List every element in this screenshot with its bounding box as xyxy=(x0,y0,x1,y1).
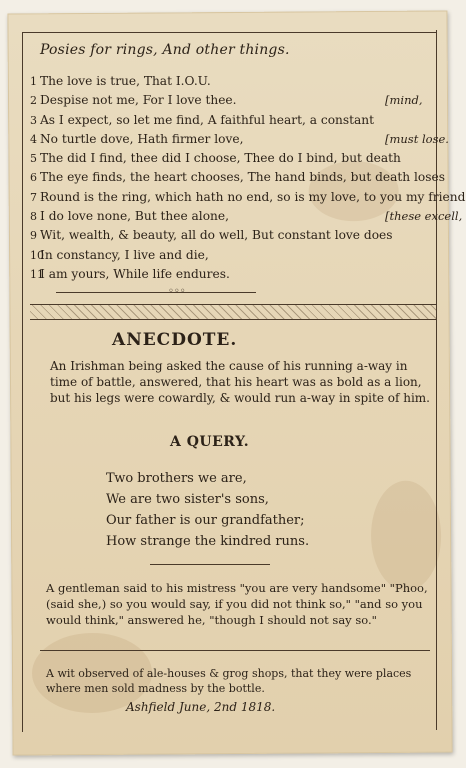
verse-line: Two brothers we are, xyxy=(106,471,247,486)
decorative-band xyxy=(30,304,436,320)
line-number: 8 xyxy=(30,210,37,224)
anecdote-text: An Irishman being asked the cause of his running a-way in time of battle, answered, that his heart was as bold as a lion, but his legs were cowardly, & would run a-way in spite of him. xyxy=(50,359,430,405)
poem-line xyxy=(30,248,440,267)
top-rule xyxy=(22,32,436,33)
line-text: As I expect, so let me find, A faithful heart, a constant xyxy=(40,112,375,127)
line-text: I do love none, But thee alone, xyxy=(40,209,229,224)
line-continuation: [these excell, xyxy=(385,209,463,224)
line-text: I am yours, While life endures. xyxy=(40,266,230,281)
poem-line xyxy=(30,228,440,247)
line-number: 1 xyxy=(30,75,37,88)
poem-line xyxy=(30,189,466,209)
divider xyxy=(40,650,430,651)
dialogue-text: A gentleman said to his mistress "you are very handsome" "Phoo, (said she,) so you would say, if you did not think so," "and so you would think," answered he, "though I should not say so." xyxy=(46,581,428,627)
line-text: The did I find, thee did I choose, Thee do I bind, but death xyxy=(40,151,401,166)
line-number: 5 xyxy=(30,152,37,166)
line-number: 2 xyxy=(30,94,37,108)
stain xyxy=(371,481,442,591)
line-number: 11 xyxy=(30,267,44,281)
line-number: 7 xyxy=(30,190,37,204)
line-text: The eye finds, the heart chooses, The hand binds, but death loses xyxy=(40,170,445,185)
verse-line: Our father is our grandfather; xyxy=(106,513,305,528)
line-number: 6 xyxy=(30,171,37,185)
line-text: Round is the ring, which hath no end, so is my love, to you my friend xyxy=(40,189,466,204)
poem-line xyxy=(30,113,440,132)
line-continuation: [must lose. xyxy=(385,131,449,146)
line-text: In constancy, I live and die, xyxy=(40,247,209,262)
poem-line xyxy=(30,151,440,170)
page-title: Posies for rings, And other things. xyxy=(40,42,290,58)
anecdote-heading: ANECDOTE. xyxy=(112,330,238,350)
query-heading: A QUERY. xyxy=(170,434,250,450)
poem-line xyxy=(30,170,445,189)
line-number: 3 xyxy=(30,113,37,127)
verse-line: How strange the kindred runs. xyxy=(106,534,310,549)
poem-line xyxy=(30,267,440,286)
divider xyxy=(150,564,270,565)
signoff: Ashfield June, 2nd 1818. xyxy=(126,700,276,714)
poem-line xyxy=(30,209,463,228)
verse-line: We are two sister's sons, xyxy=(106,492,269,507)
line-text: The love is true, That I.O.U. xyxy=(40,74,211,88)
line-text: No turtle dove, Hath firmer love, xyxy=(40,131,244,146)
line-number: 4 xyxy=(30,132,37,146)
line-number: 10 xyxy=(30,248,44,262)
left-border xyxy=(22,32,23,732)
poem-line xyxy=(30,131,449,151)
line-number: 9 xyxy=(30,229,37,243)
poem-line xyxy=(30,74,440,93)
poem-line xyxy=(30,93,440,112)
divider xyxy=(56,292,256,293)
line-text: Despise not me, For I love thee. xyxy=(40,93,237,108)
line-text: Wit, wealth, & beauty, all do well, But constant love does xyxy=(40,228,393,243)
line-continuation: [mind, xyxy=(385,93,423,108)
query-verse xyxy=(106,468,309,552)
ornament-icon: ◦◦◦ xyxy=(168,286,186,297)
posies-list xyxy=(30,74,466,286)
saying-text: A wit observed of ale-houses & grog shops, that they were places where men sold madness by the bottle. xyxy=(46,667,412,695)
